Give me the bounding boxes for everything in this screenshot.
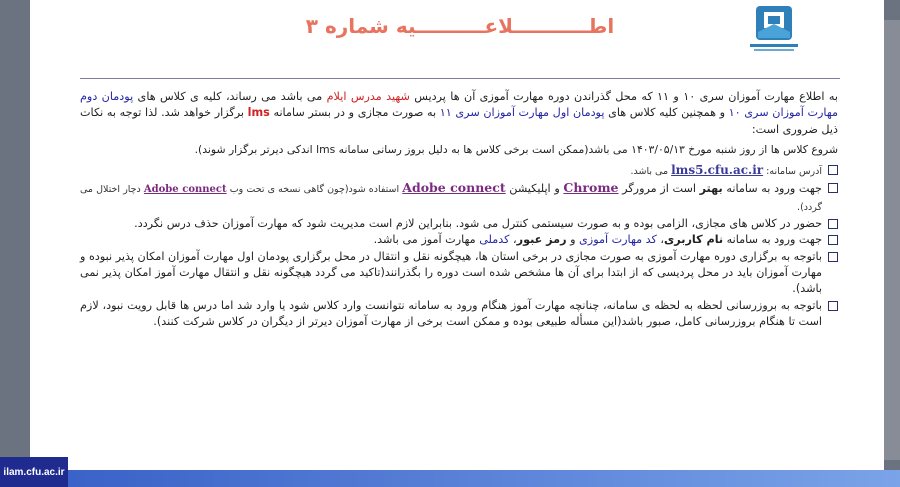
text-run: می باشد.: [630, 166, 672, 178]
text-run: کد مهارت آموزی: [579, 233, 657, 247]
university-logo-icon: [742, 2, 806, 56]
checkbox-bullet-icon: [828, 183, 838, 193]
text-run: پودمان دوم مهارت آموزان سری ۱۰: [80, 90, 838, 120]
text-run: به صورت مجازی و در بستر سامانه: [269, 106, 440, 120]
text-run: Chrome: [563, 180, 619, 196]
text-run: نام کاربری: [664, 233, 724, 247]
text-run: باتوجه به بروزرسانی لحظه به لحظه ی سامانه، چنانچه مهارت آموز هنگام ورود به سامانه نتوانست وارد کلاس شود یا وارد شد اما درس ها قابل رویت نبود، لازم است تا هنگام بروزرسانی کامل، صبور باشد(این مسأله طبیعی بوده و ممکن است برخی از مهارت آموزان دیرتر از دیگران در کلاس شرکت کنند).: [80, 298, 822, 328]
text-run: lms: [247, 106, 270, 120]
announcement-title: اطـــــــــــلاعــــــــــيه شماره ۳: [305, 14, 615, 38]
text-run: جهت ورود به سامانه: [722, 182, 822, 196]
text-run: استفاده شود(چون گاهی نسخه ی تحت وب: [226, 184, 403, 196]
intro-paragraph: [80, 89, 838, 138]
text-run: و: [566, 233, 580, 247]
slide-page: [30, 0, 884, 487]
text-run: شهید مدرس ایلام: [326, 90, 410, 103]
notice-item: [80, 298, 838, 331]
scrollbar-thumb[interactable]: [884, 20, 900, 460]
notice-item: [80, 249, 838, 298]
footer-site-link[interactable]: ilam.cfu.ac.ir: [0, 457, 68, 487]
text-run: جهت ورود به سامانه: [723, 233, 822, 247]
text-run: و همچنین کلیه کلاس های: [604, 106, 729, 120]
text-run: Adobe connect: [143, 184, 227, 196]
notice-list: [80, 162, 838, 330]
text-run: مهارت آموز می باشد.: [373, 233, 480, 247]
text-run: و اپلیکیشن: [505, 182, 564, 196]
text-run: دچار اختلال می گردد).: [80, 184, 822, 213]
start-note: شروع کلاس ها از روز شنبه مورخ ۱۴۰۳/۰۵/۱۳ می باشد(ممکن است برخی کلاس ها به دلیل بروز رسانی سامانه lms اندکی دیرتر برگزار شوند).: [194, 142, 838, 156]
text-run: پودمان اول مهارت آموزان سری ۱۱: [439, 106, 605, 120]
text-run: رمز عبور: [516, 233, 567, 247]
text-run: می باشد می رساند، کلیه ی کلاس های: [133, 90, 327, 103]
checkbox-bullet-icon: [828, 301, 838, 311]
text-run: حضور در کلاس های مجازی، الزامی بوده و به صورت سیستمی کنترل می شود. بنابراین لازم است مدیریت شود که مهارت آموزان حذف درس نگردد.: [134, 217, 822, 231]
text-run: برگزار خواهد شد. لذا توجه به نکات ذیل ضروری است:: [80, 106, 838, 136]
text-run: آدرس سامانه:: [763, 166, 822, 178]
left-frame: [0, 0, 30, 487]
checkbox-bullet-icon: [828, 235, 838, 245]
text-run: ،: [656, 233, 665, 247]
text-run: به اطلاع مهارت آموزان سری ۱۰ و ۱۱ که محل گذراندن دوره مهارت آموزی آن ها پردیس: [409, 90, 838, 103]
scrollbar[interactable]: [884, 0, 900, 487]
notice-item: [80, 180, 838, 216]
notice-item: [80, 232, 838, 248]
text-run: باتوجه به برگزاری دوره مهارت آموزی به صورت مجازی در برخی استان ها، هیچگونه نقل و انتقال در محل برگزاری پودمان اول مهارت آموزان امکان پذیر نبوده و مهارت آموزان باید در محل پردیسی که از ابتدا برای آن ها مشخص شده است دوره را بگذرانند(تاکید می گردد هیچگونه نقل و انتقال مهارت آموز امکان پذیر نمی باشد).: [80, 249, 822, 296]
text-run: ،: [509, 233, 517, 247]
checkbox-bullet-icon: [828, 219, 838, 229]
title-divider: [80, 78, 840, 79]
notice-item: [80, 216, 838, 232]
announcement-body: [80, 89, 838, 330]
lms-address-link[interactable]: lms5.cfu.ac.ir: [671, 163, 764, 178]
text-run: Adobe connect: [402, 180, 506, 196]
notice-item: [80, 162, 838, 180]
checkbox-bullet-icon: [828, 252, 838, 262]
text-run: است از مرورگر: [618, 182, 700, 196]
footer-strip: [68, 470, 900, 487]
text-run: کدملی: [479, 233, 510, 247]
text-run: بهتر: [699, 182, 723, 196]
checkbox-bullet-icon: [828, 165, 838, 175]
